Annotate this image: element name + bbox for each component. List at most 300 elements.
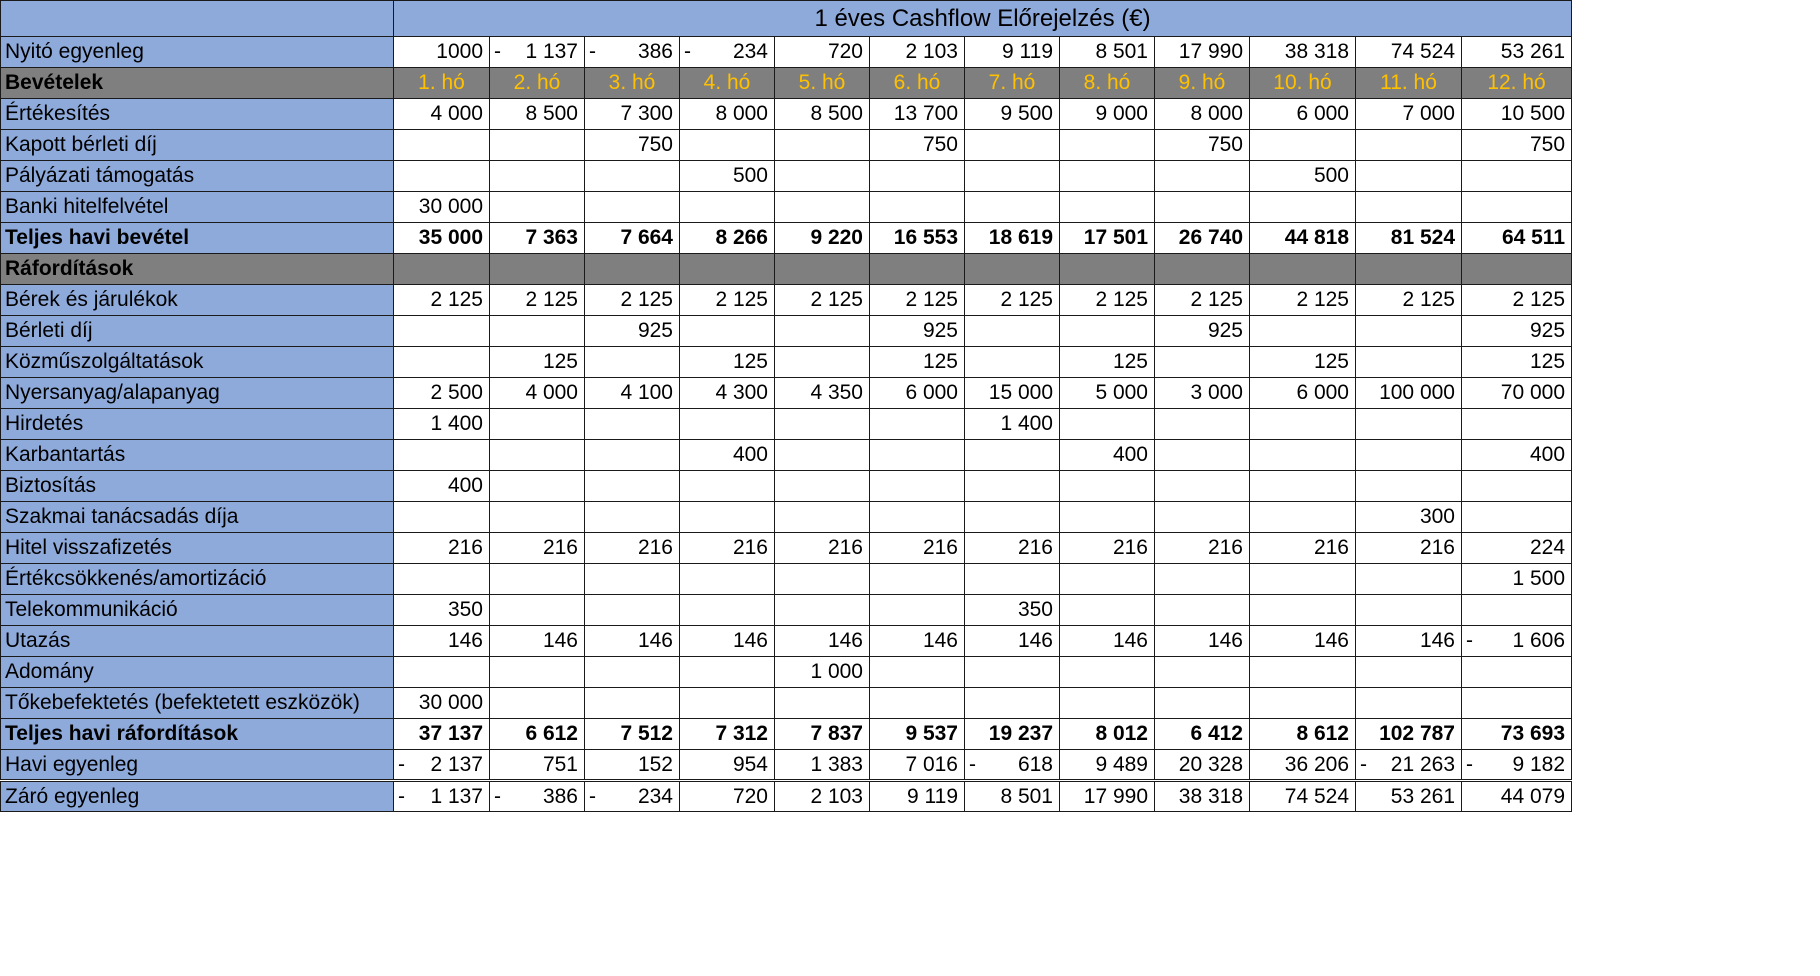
value-cell[interactable]: 400: [1462, 440, 1572, 471]
value-cell[interactable]: 925: [585, 316, 680, 347]
empty-cell[interactable]: [870, 254, 965, 285]
value-cell[interactable]: 8 266: [680, 223, 775, 254]
value-cell[interactable]: [680, 316, 775, 347]
value-cell[interactable]: 750: [1462, 130, 1572, 161]
value-cell[interactable]: 4 000: [490, 378, 585, 409]
value-cell[interactable]: [1356, 688, 1462, 719]
value-cell[interactable]: 750: [870, 130, 965, 161]
value-cell[interactable]: [870, 688, 965, 719]
value-cell[interactable]: [585, 781, 680, 812]
value-cell[interactable]: 146: [1356, 626, 1462, 657]
value-cell[interactable]: 216: [1060, 533, 1155, 564]
value-cell[interactable]: 18 619: [965, 223, 1060, 254]
value-cell[interactable]: 146: [394, 626, 490, 657]
value-cell[interactable]: [1356, 316, 1462, 347]
value-cell[interactable]: 216: [1250, 533, 1356, 564]
value-cell[interactable]: [1250, 657, 1356, 688]
value-cell[interactable]: [1155, 161, 1250, 192]
value-cell[interactable]: 7 664: [585, 223, 680, 254]
value-cell[interactable]: 6 000: [870, 378, 965, 409]
month-header-cell[interactable]: 2. hó: [490, 68, 585, 99]
value-cell[interactable]: 7 837: [775, 719, 870, 750]
expense-row-label[interactable]: Hirdetés: [1, 409, 394, 440]
value-cell[interactable]: [1060, 595, 1155, 626]
value-cell[interactable]: 216: [680, 533, 775, 564]
value-cell[interactable]: [1155, 688, 1250, 719]
value-cell[interactable]: [965, 347, 1060, 378]
value-cell[interactable]: [965, 440, 1060, 471]
expense-row-label[interactable]: Biztosítás: [1, 471, 394, 502]
value-cell[interactable]: [965, 750, 1060, 781]
income-row-label[interactable]: Banki hitelfelvétel: [1, 192, 394, 223]
value-cell[interactable]: [680, 37, 775, 68]
expense-row-label[interactable]: Adomány: [1, 657, 394, 688]
value-cell[interactable]: 750: [1155, 130, 1250, 161]
value-cell[interactable]: [870, 161, 965, 192]
expense-row-label[interactable]: Értékcsökkenés/amortizáció: [1, 564, 394, 595]
value-cell[interactable]: 8 612: [1250, 719, 1356, 750]
opening-balance-row-label[interactable]: Nyitó egyenleg: [1, 37, 394, 68]
income-row-label[interactable]: Kapott bérleti díj: [1, 130, 394, 161]
value-cell[interactable]: [394, 657, 490, 688]
value-cell[interactable]: [1250, 688, 1356, 719]
value-cell[interactable]: [1356, 564, 1462, 595]
value-cell[interactable]: [585, 657, 680, 688]
expense-row-label[interactable]: Nyersanyag/alapanyag: [1, 378, 394, 409]
value-cell[interactable]: 2 125: [1250, 285, 1356, 316]
value-cell[interactable]: 146: [680, 626, 775, 657]
value-cell[interactable]: 38 318: [1250, 37, 1356, 68]
value-cell[interactable]: [965, 657, 1060, 688]
value-cell[interactable]: [1462, 657, 1572, 688]
month-header-cell[interactable]: 11. hó: [1356, 68, 1462, 99]
value-cell[interactable]: [1060, 688, 1155, 719]
value-cell[interactable]: [1356, 440, 1462, 471]
value-cell[interactable]: 7 000: [1356, 99, 1462, 130]
value-cell[interactable]: [870, 564, 965, 595]
value-cell[interactable]: [490, 471, 585, 502]
value-cell[interactable]: [490, 316, 585, 347]
value-cell[interactable]: 146: [1250, 626, 1356, 657]
value-cell[interactable]: 3 000: [1155, 378, 1250, 409]
value-cell[interactable]: 4 000: [394, 99, 490, 130]
value-cell[interactable]: [490, 440, 585, 471]
value-cell[interactable]: [680, 130, 775, 161]
value-cell[interactable]: 216: [965, 533, 1060, 564]
value-cell[interactable]: [1155, 192, 1250, 223]
value-cell[interactable]: 125: [490, 347, 585, 378]
value-cell[interactable]: [775, 347, 870, 378]
value-cell[interactable]: [1155, 440, 1250, 471]
value-cell[interactable]: 400: [680, 440, 775, 471]
value-cell[interactable]: [1250, 595, 1356, 626]
value-cell[interactable]: [680, 502, 775, 533]
value-cell[interactable]: 9 119: [965, 37, 1060, 68]
value-cell[interactable]: 146: [585, 626, 680, 657]
value-cell[interactable]: [1356, 192, 1462, 223]
value-cell[interactable]: 125: [1462, 347, 1572, 378]
value-cell[interactable]: 16 553: [870, 223, 965, 254]
value-cell[interactable]: [1462, 409, 1572, 440]
value-cell[interactable]: [775, 564, 870, 595]
value-cell[interactable]: 9 119: [870, 781, 965, 812]
empty-cell[interactable]: [1356, 254, 1462, 285]
value-cell[interactable]: [394, 161, 490, 192]
value-cell[interactable]: [1060, 409, 1155, 440]
value-cell[interactable]: [965, 688, 1060, 719]
value-cell[interactable]: 9 500: [965, 99, 1060, 130]
month-header-cell[interactable]: 3. hó: [585, 68, 680, 99]
value-cell[interactable]: [490, 502, 585, 533]
value-cell[interactable]: [775, 316, 870, 347]
value-cell[interactable]: [870, 657, 965, 688]
value-cell[interactable]: [490, 595, 585, 626]
value-cell[interactable]: [585, 688, 680, 719]
value-cell[interactable]: 8 500: [490, 99, 585, 130]
empty-cell[interactable]: [1462, 254, 1572, 285]
value-cell[interactable]: 8 012: [1060, 719, 1155, 750]
value-cell[interactable]: [680, 688, 775, 719]
value-cell[interactable]: 1000: [394, 37, 490, 68]
value-cell[interactable]: [585, 37, 680, 68]
label-blank-cell[interactable]: [1, 1, 394, 37]
value-cell[interactable]: [775, 471, 870, 502]
empty-cell[interactable]: [1060, 254, 1155, 285]
value-cell[interactable]: 216: [1155, 533, 1250, 564]
value-cell[interactable]: 1 500: [1462, 564, 1572, 595]
value-cell[interactable]: 350: [965, 595, 1060, 626]
value-cell[interactable]: [1155, 471, 1250, 502]
value-cell[interactable]: [1250, 440, 1356, 471]
value-cell[interactable]: 17 990: [1155, 37, 1250, 68]
value-cell[interactable]: 6 612: [490, 719, 585, 750]
value-cell[interactable]: 2 125: [775, 285, 870, 316]
empty-cell[interactable]: [394, 254, 490, 285]
empty-cell[interactable]: [965, 254, 1060, 285]
month-header-cell[interactable]: 4. hó: [680, 68, 775, 99]
value-cell[interactable]: 4 300: [680, 378, 775, 409]
value-cell[interactable]: 7 016: [870, 750, 965, 781]
value-cell[interactable]: [1250, 471, 1356, 502]
income-row-label[interactable]: Pályázati támogatás: [1, 161, 394, 192]
value-cell[interactable]: 750: [585, 130, 680, 161]
expense-row-label[interactable]: Szakmai tanácsadás díja: [1, 502, 394, 533]
value-cell[interactable]: [585, 161, 680, 192]
value-cell[interactable]: [1060, 564, 1155, 595]
value-cell[interactable]: [490, 130, 585, 161]
value-cell[interactable]: 400: [1060, 440, 1155, 471]
empty-cell[interactable]: [1155, 254, 1250, 285]
value-cell[interactable]: 4 350: [775, 378, 870, 409]
value-cell[interactable]: 216: [1356, 533, 1462, 564]
value-cell[interactable]: [394, 750, 490, 781]
value-cell[interactable]: [394, 130, 490, 161]
value-cell[interactable]: [490, 409, 585, 440]
value-cell[interactable]: [870, 409, 965, 440]
value-cell[interactable]: [870, 502, 965, 533]
value-cell[interactable]: 146: [775, 626, 870, 657]
income-total-row-label[interactable]: Teljes havi bevétel: [1, 223, 394, 254]
value-cell[interactable]: [1356, 347, 1462, 378]
value-cell[interactable]: 216: [870, 533, 965, 564]
value-cell[interactable]: 53 261: [1462, 37, 1572, 68]
value-cell[interactable]: 2 125: [1155, 285, 1250, 316]
value-cell[interactable]: [775, 409, 870, 440]
value-cell[interactable]: [490, 781, 585, 812]
value-cell[interactable]: [1462, 595, 1572, 626]
value-cell[interactable]: [680, 595, 775, 626]
month-header-cell[interactable]: 10. hó: [1250, 68, 1356, 99]
value-cell[interactable]: 2 103: [870, 37, 965, 68]
value-cell[interactable]: 2 125: [490, 285, 585, 316]
value-cell[interactable]: [680, 657, 775, 688]
value-cell[interactable]: [1060, 502, 1155, 533]
value-cell[interactable]: [394, 316, 490, 347]
value-cell[interactable]: 81 524: [1356, 223, 1462, 254]
month-header-cell[interactable]: 6. hó: [870, 68, 965, 99]
value-cell[interactable]: [1060, 471, 1155, 502]
value-cell[interactable]: [775, 688, 870, 719]
value-cell[interactable]: [1155, 347, 1250, 378]
expense-total-row-label[interactable]: Teljes havi ráfordítások: [1, 719, 394, 750]
value-cell[interactable]: 38 318: [1155, 781, 1250, 812]
value-cell[interactable]: 74 524: [1356, 37, 1462, 68]
value-cell[interactable]: 8 501: [965, 781, 1060, 812]
value-cell[interactable]: [1250, 409, 1356, 440]
value-cell[interactable]: [1060, 192, 1155, 223]
value-cell[interactable]: 954: [680, 750, 775, 781]
value-cell[interactable]: 400: [394, 471, 490, 502]
month-header-cell[interactable]: 7. hó: [965, 68, 1060, 99]
expense-row-label[interactable]: Utazás: [1, 626, 394, 657]
value-cell[interactable]: 36 206: [1250, 750, 1356, 781]
value-cell[interactable]: 37 137: [394, 719, 490, 750]
value-cell[interactable]: 8 000: [1155, 99, 1250, 130]
value-cell[interactable]: 9 220: [775, 223, 870, 254]
value-cell[interactable]: [490, 688, 585, 719]
value-cell[interactable]: [680, 471, 775, 502]
value-cell[interactable]: [680, 409, 775, 440]
value-cell[interactable]: [490, 564, 585, 595]
value-cell[interactable]: 35 000: [394, 223, 490, 254]
expense-row-label[interactable]: Bérleti díj: [1, 316, 394, 347]
value-cell[interactable]: [1462, 626, 1572, 657]
value-cell[interactable]: 146: [490, 626, 585, 657]
value-cell[interactable]: 100 000: [1356, 378, 1462, 409]
value-cell[interactable]: [775, 192, 870, 223]
value-cell[interactable]: [1462, 192, 1572, 223]
value-cell[interactable]: 8 500: [775, 99, 870, 130]
value-cell[interactable]: 300: [1356, 502, 1462, 533]
value-cell[interactable]: [1356, 130, 1462, 161]
value-cell[interactable]: 7 512: [585, 719, 680, 750]
value-cell[interactable]: 17 990: [1060, 781, 1155, 812]
value-cell[interactable]: 146: [1060, 626, 1155, 657]
value-cell[interactable]: 10 500: [1462, 99, 1572, 130]
value-cell[interactable]: 216: [394, 533, 490, 564]
empty-cell[interactable]: [490, 254, 585, 285]
value-cell[interactable]: [1250, 316, 1356, 347]
value-cell[interactable]: 6 000: [1250, 99, 1356, 130]
value-cell[interactable]: 1 400: [965, 409, 1060, 440]
value-cell[interactable]: [1250, 564, 1356, 595]
value-cell[interactable]: 720: [680, 781, 775, 812]
value-cell[interactable]: [394, 502, 490, 533]
value-cell[interactable]: 720: [775, 37, 870, 68]
sheet-title[interactable]: 1 éves Cashflow Előrejelzés (€): [394, 1, 1572, 37]
value-cell[interactable]: [775, 502, 870, 533]
value-cell[interactable]: 2 125: [585, 285, 680, 316]
value-cell[interactable]: 73 693: [1462, 719, 1572, 750]
value-cell[interactable]: 7 363: [490, 223, 585, 254]
value-cell[interactable]: 125: [1060, 347, 1155, 378]
value-cell[interactable]: [1462, 161, 1572, 192]
value-cell[interactable]: 64 511: [1462, 223, 1572, 254]
month-header-cell[interactable]: 1. hó: [394, 68, 490, 99]
value-cell[interactable]: 2 103: [775, 781, 870, 812]
value-cell[interactable]: [585, 192, 680, 223]
income-row-label[interactable]: Értékesítés: [1, 99, 394, 130]
value-cell[interactable]: [965, 502, 1060, 533]
value-cell[interactable]: 13 700: [870, 99, 965, 130]
value-cell[interactable]: 224: [1462, 533, 1572, 564]
value-cell[interactable]: 26 740: [1155, 223, 1250, 254]
value-cell[interactable]: 500: [1250, 161, 1356, 192]
month-header-cell[interactable]: 9. hó: [1155, 68, 1250, 99]
value-cell[interactable]: 125: [1250, 347, 1356, 378]
value-cell[interactable]: 216: [490, 533, 585, 564]
value-cell[interactable]: 2 125: [1356, 285, 1462, 316]
expense-header-row-label[interactable]: Ráfordítások: [1, 254, 394, 285]
value-cell[interactable]: 1 383: [775, 750, 870, 781]
expense-row-label[interactable]: Karbantartás: [1, 440, 394, 471]
monthly-balance-row-label[interactable]: Havi egyenleg: [1, 750, 394, 781]
value-cell[interactable]: 30 000: [394, 192, 490, 223]
value-cell[interactable]: [870, 471, 965, 502]
value-cell[interactable]: [965, 130, 1060, 161]
value-cell[interactable]: 1 000: [775, 657, 870, 688]
value-cell[interactable]: [585, 564, 680, 595]
value-cell[interactable]: 6 000: [1250, 378, 1356, 409]
expense-row-label[interactable]: Hitel visszafizetés: [1, 533, 394, 564]
value-cell[interactable]: 350: [394, 595, 490, 626]
value-cell[interactable]: [870, 440, 965, 471]
value-cell[interactable]: 146: [870, 626, 965, 657]
value-cell[interactable]: [490, 161, 585, 192]
value-cell[interactable]: [394, 564, 490, 595]
value-cell[interactable]: 5 000: [1060, 378, 1155, 409]
value-cell[interactable]: 2 125: [394, 285, 490, 316]
value-cell[interactable]: [1356, 657, 1462, 688]
closing-balance-row-label[interactable]: Záró egyenleg: [1, 781, 394, 812]
value-cell[interactable]: [1250, 130, 1356, 161]
value-cell[interactable]: 15 000: [965, 378, 1060, 409]
value-cell[interactable]: [1462, 688, 1572, 719]
value-cell[interactable]: 44 818: [1250, 223, 1356, 254]
month-header-cell[interactable]: 5. hó: [775, 68, 870, 99]
value-cell[interactable]: [585, 595, 680, 626]
value-cell[interactable]: [1155, 595, 1250, 626]
value-cell[interactable]: [1155, 502, 1250, 533]
value-cell[interactable]: [775, 595, 870, 626]
value-cell[interactable]: [1060, 130, 1155, 161]
value-cell[interactable]: [1250, 502, 1356, 533]
empty-cell[interactable]: [585, 254, 680, 285]
expense-row-label[interactable]: Közműszolgáltatások: [1, 347, 394, 378]
value-cell[interactable]: 9 489: [1060, 750, 1155, 781]
value-cell[interactable]: 44 079: [1462, 781, 1572, 812]
value-cell[interactable]: 9 537: [870, 719, 965, 750]
value-cell[interactable]: 7 300: [585, 99, 680, 130]
value-cell[interactable]: [394, 440, 490, 471]
value-cell[interactable]: 20 328: [1155, 750, 1250, 781]
value-cell[interactable]: [965, 316, 1060, 347]
value-cell[interactable]: 4 100: [585, 378, 680, 409]
value-cell[interactable]: [490, 657, 585, 688]
value-cell[interactable]: [965, 192, 1060, 223]
value-cell[interactable]: [870, 595, 965, 626]
value-cell[interactable]: 2 125: [1462, 285, 1572, 316]
value-cell[interactable]: [394, 781, 490, 812]
value-cell[interactable]: [490, 192, 585, 223]
value-cell[interactable]: [1462, 750, 1572, 781]
value-cell[interactable]: 70 000: [1462, 378, 1572, 409]
expense-row-label[interactable]: Telekommunikáció: [1, 595, 394, 626]
value-cell[interactable]: 7 312: [680, 719, 775, 750]
value-cell[interactable]: 146: [1155, 626, 1250, 657]
value-cell[interactable]: [585, 347, 680, 378]
value-cell[interactable]: [680, 564, 775, 595]
value-cell[interactable]: 751: [490, 750, 585, 781]
value-cell[interactable]: 925: [1155, 316, 1250, 347]
value-cell[interactable]: [1356, 595, 1462, 626]
value-cell[interactable]: 19 237: [965, 719, 1060, 750]
value-cell[interactable]: [1060, 657, 1155, 688]
value-cell[interactable]: 6 412: [1155, 719, 1250, 750]
value-cell[interactable]: 216: [775, 533, 870, 564]
value-cell[interactable]: [1356, 409, 1462, 440]
value-cell[interactable]: 125: [870, 347, 965, 378]
value-cell[interactable]: [585, 471, 680, 502]
value-cell[interactable]: 500: [680, 161, 775, 192]
value-cell[interactable]: 2 125: [965, 285, 1060, 316]
value-cell[interactable]: 2 500: [394, 378, 490, 409]
value-cell[interactable]: 2 125: [1060, 285, 1155, 316]
empty-cell[interactable]: [680, 254, 775, 285]
value-cell[interactable]: [775, 440, 870, 471]
value-cell[interactable]: [1356, 750, 1462, 781]
value-cell[interactable]: [585, 409, 680, 440]
value-cell[interactable]: [585, 440, 680, 471]
value-cell[interactable]: [1060, 161, 1155, 192]
value-cell[interactable]: 8 000: [680, 99, 775, 130]
value-cell[interactable]: 8 501: [1060, 37, 1155, 68]
value-cell[interactable]: 102 787: [1356, 719, 1462, 750]
value-cell[interactable]: [965, 471, 1060, 502]
value-cell[interactable]: [775, 130, 870, 161]
value-cell[interactable]: [1462, 502, 1572, 533]
value-cell[interactable]: 925: [1462, 316, 1572, 347]
expense-row-label[interactable]: Tőkebefektetés (befektetett eszközök): [1, 688, 394, 719]
value-cell[interactable]: 925: [870, 316, 965, 347]
value-cell[interactable]: [490, 37, 585, 68]
value-cell[interactable]: [965, 564, 1060, 595]
value-cell[interactable]: [870, 192, 965, 223]
value-cell[interactable]: 30 000: [394, 688, 490, 719]
value-cell[interactable]: 2 125: [870, 285, 965, 316]
value-cell[interactable]: 125: [680, 347, 775, 378]
empty-cell[interactable]: [775, 254, 870, 285]
